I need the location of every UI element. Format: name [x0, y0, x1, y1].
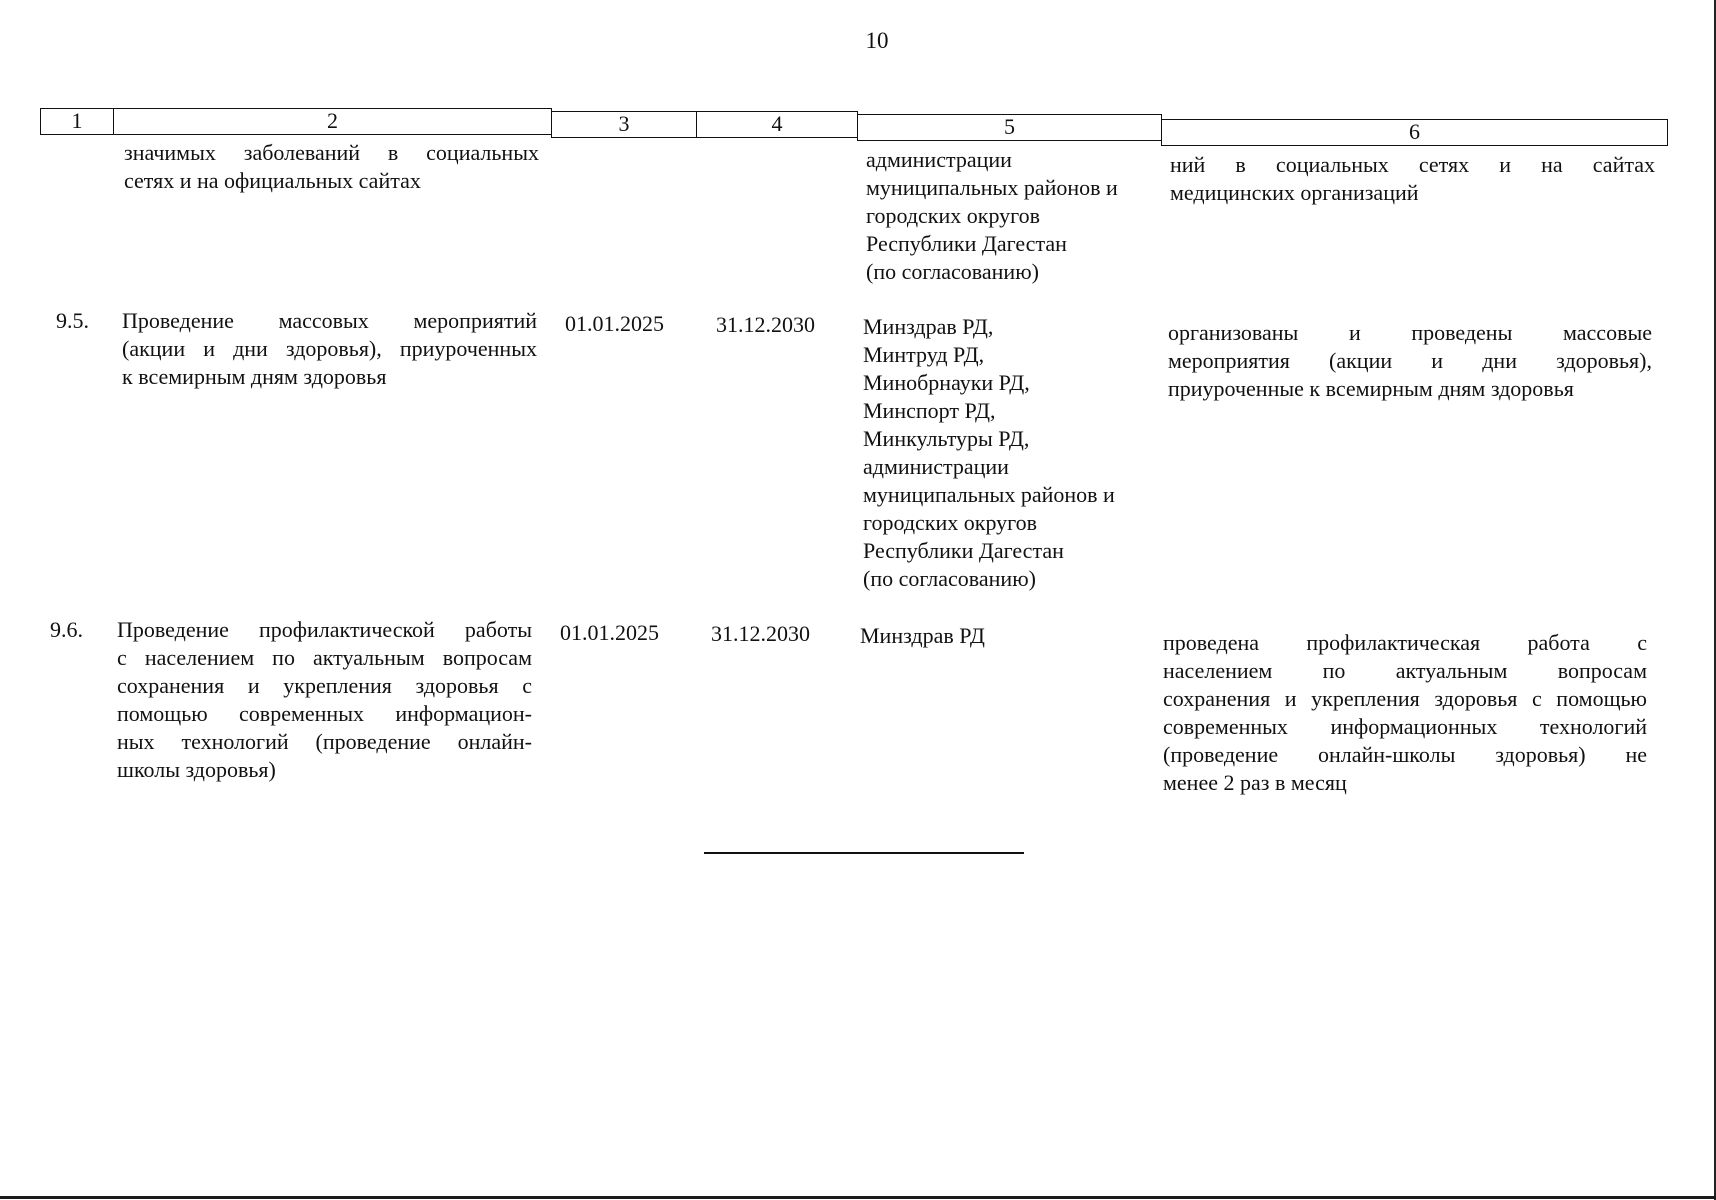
text-line: помощью современных информацион-: [117, 701, 532, 726]
text-line: организованы и проведены массовые: [1168, 320, 1652, 345]
text-line: с населением по актуальным вопросам: [117, 645, 532, 670]
text-line: Минтруд РД,: [863, 342, 985, 367]
text-line: сохранения и укрепления здоровья с помощью: [1163, 686, 1647, 711]
text-line: муниципальных районов и: [863, 482, 1115, 507]
row-9-5-result: [1168, 319, 1652, 403]
text-line: городских округов: [866, 203, 1041, 228]
row-9-5-executors: [863, 313, 1158, 593]
text-line: городских округов: [863, 510, 1038, 535]
column-header-1: 1: [40, 108, 114, 135]
text-line: медицинских организаций: [1170, 180, 1419, 205]
column-header-3: 3: [551, 111, 697, 138]
text-line: школы здоровья): [117, 757, 276, 782]
text-line: администрации: [866, 147, 1012, 172]
text-line: администрации: [863, 454, 1009, 479]
text-line: ных технологий (проведение онлайн-: [117, 729, 532, 754]
text-line: муниципальных районов и: [866, 175, 1118, 200]
text-line: Проведение профилактической работы: [117, 617, 532, 642]
column-header-2: 2: [113, 108, 552, 135]
column-header-4: 4: [696, 111, 858, 138]
continued-row-executors: [866, 146, 1156, 286]
row-9-6-result: [1163, 629, 1647, 797]
text-line: Республики Дагестан: [863, 538, 1064, 563]
text-line: к всемирным дням здоровья: [122, 364, 387, 389]
row-9-5-description: [122, 307, 537, 391]
text-line: менее 2 раз в месяц: [1163, 770, 1347, 795]
text-line: (по согласованию): [866, 259, 1039, 284]
text-line: приуроченные к всемирным дням здоровья: [1168, 376, 1574, 401]
text-line: Минспорт РД,: [863, 398, 996, 423]
row-9-6-executors: [860, 622, 1155, 650]
row-9-6-description: [117, 616, 532, 784]
text-line: Минобрнауки РД,: [863, 370, 1030, 395]
continued-row-result: [1170, 151, 1655, 207]
row-9-5-end-date: 31.12.2030: [716, 312, 815, 337]
end-of-table-rule: [704, 852, 1024, 854]
column-header-6: 6: [1161, 119, 1668, 146]
text-line: (акции и дни здоровья), приуроченных: [122, 336, 537, 361]
text-line: населением по актуальным вопросам: [1163, 658, 1647, 683]
row-9-6-end-date: 31.12.2030: [711, 621, 810, 646]
text-line: ний в социальных сетях и на сайтах: [1170, 152, 1655, 177]
text-line: значимых заболеваний в социальных: [124, 140, 539, 165]
text-line: сохранения и укрепления здоровья с: [117, 673, 532, 698]
text-line: (по согласованию): [863, 566, 1036, 591]
row-number-9-5: 9.5.: [56, 308, 89, 333]
text-line: мероприятия (акции и дни здоровья),: [1168, 348, 1652, 373]
text-line: Минздрав РД: [860, 623, 985, 648]
text-line: Республики Дагестан: [866, 231, 1067, 256]
text-line: (проведение онлайн-школы здоровья) не: [1163, 742, 1647, 767]
text-line: современных информационных технологий: [1163, 714, 1647, 739]
text-line: Проведение массовых мероприятий: [122, 308, 537, 333]
text-line: Минкультуры РД,: [863, 426, 1030, 451]
continued-row-description: [124, 139, 539, 195]
row-9-6-start-date: 01.01.2025: [560, 620, 659, 645]
row-9-5-start-date: 01.01.2025: [565, 311, 664, 336]
column-header-5: 5: [857, 114, 1162, 141]
text-line: Минздрав РД,: [863, 314, 994, 339]
table-header-row: [40, 108, 1665, 144]
row-number-9-6: 9.6.: [50, 617, 83, 642]
page-number: 10: [865, 28, 889, 53]
text-line: сетях и на официальных сайтах: [124, 168, 421, 193]
text-line: проведена профилактическая работа с: [1163, 630, 1647, 655]
page-bottom-edge: [0, 1196, 1716, 1199]
